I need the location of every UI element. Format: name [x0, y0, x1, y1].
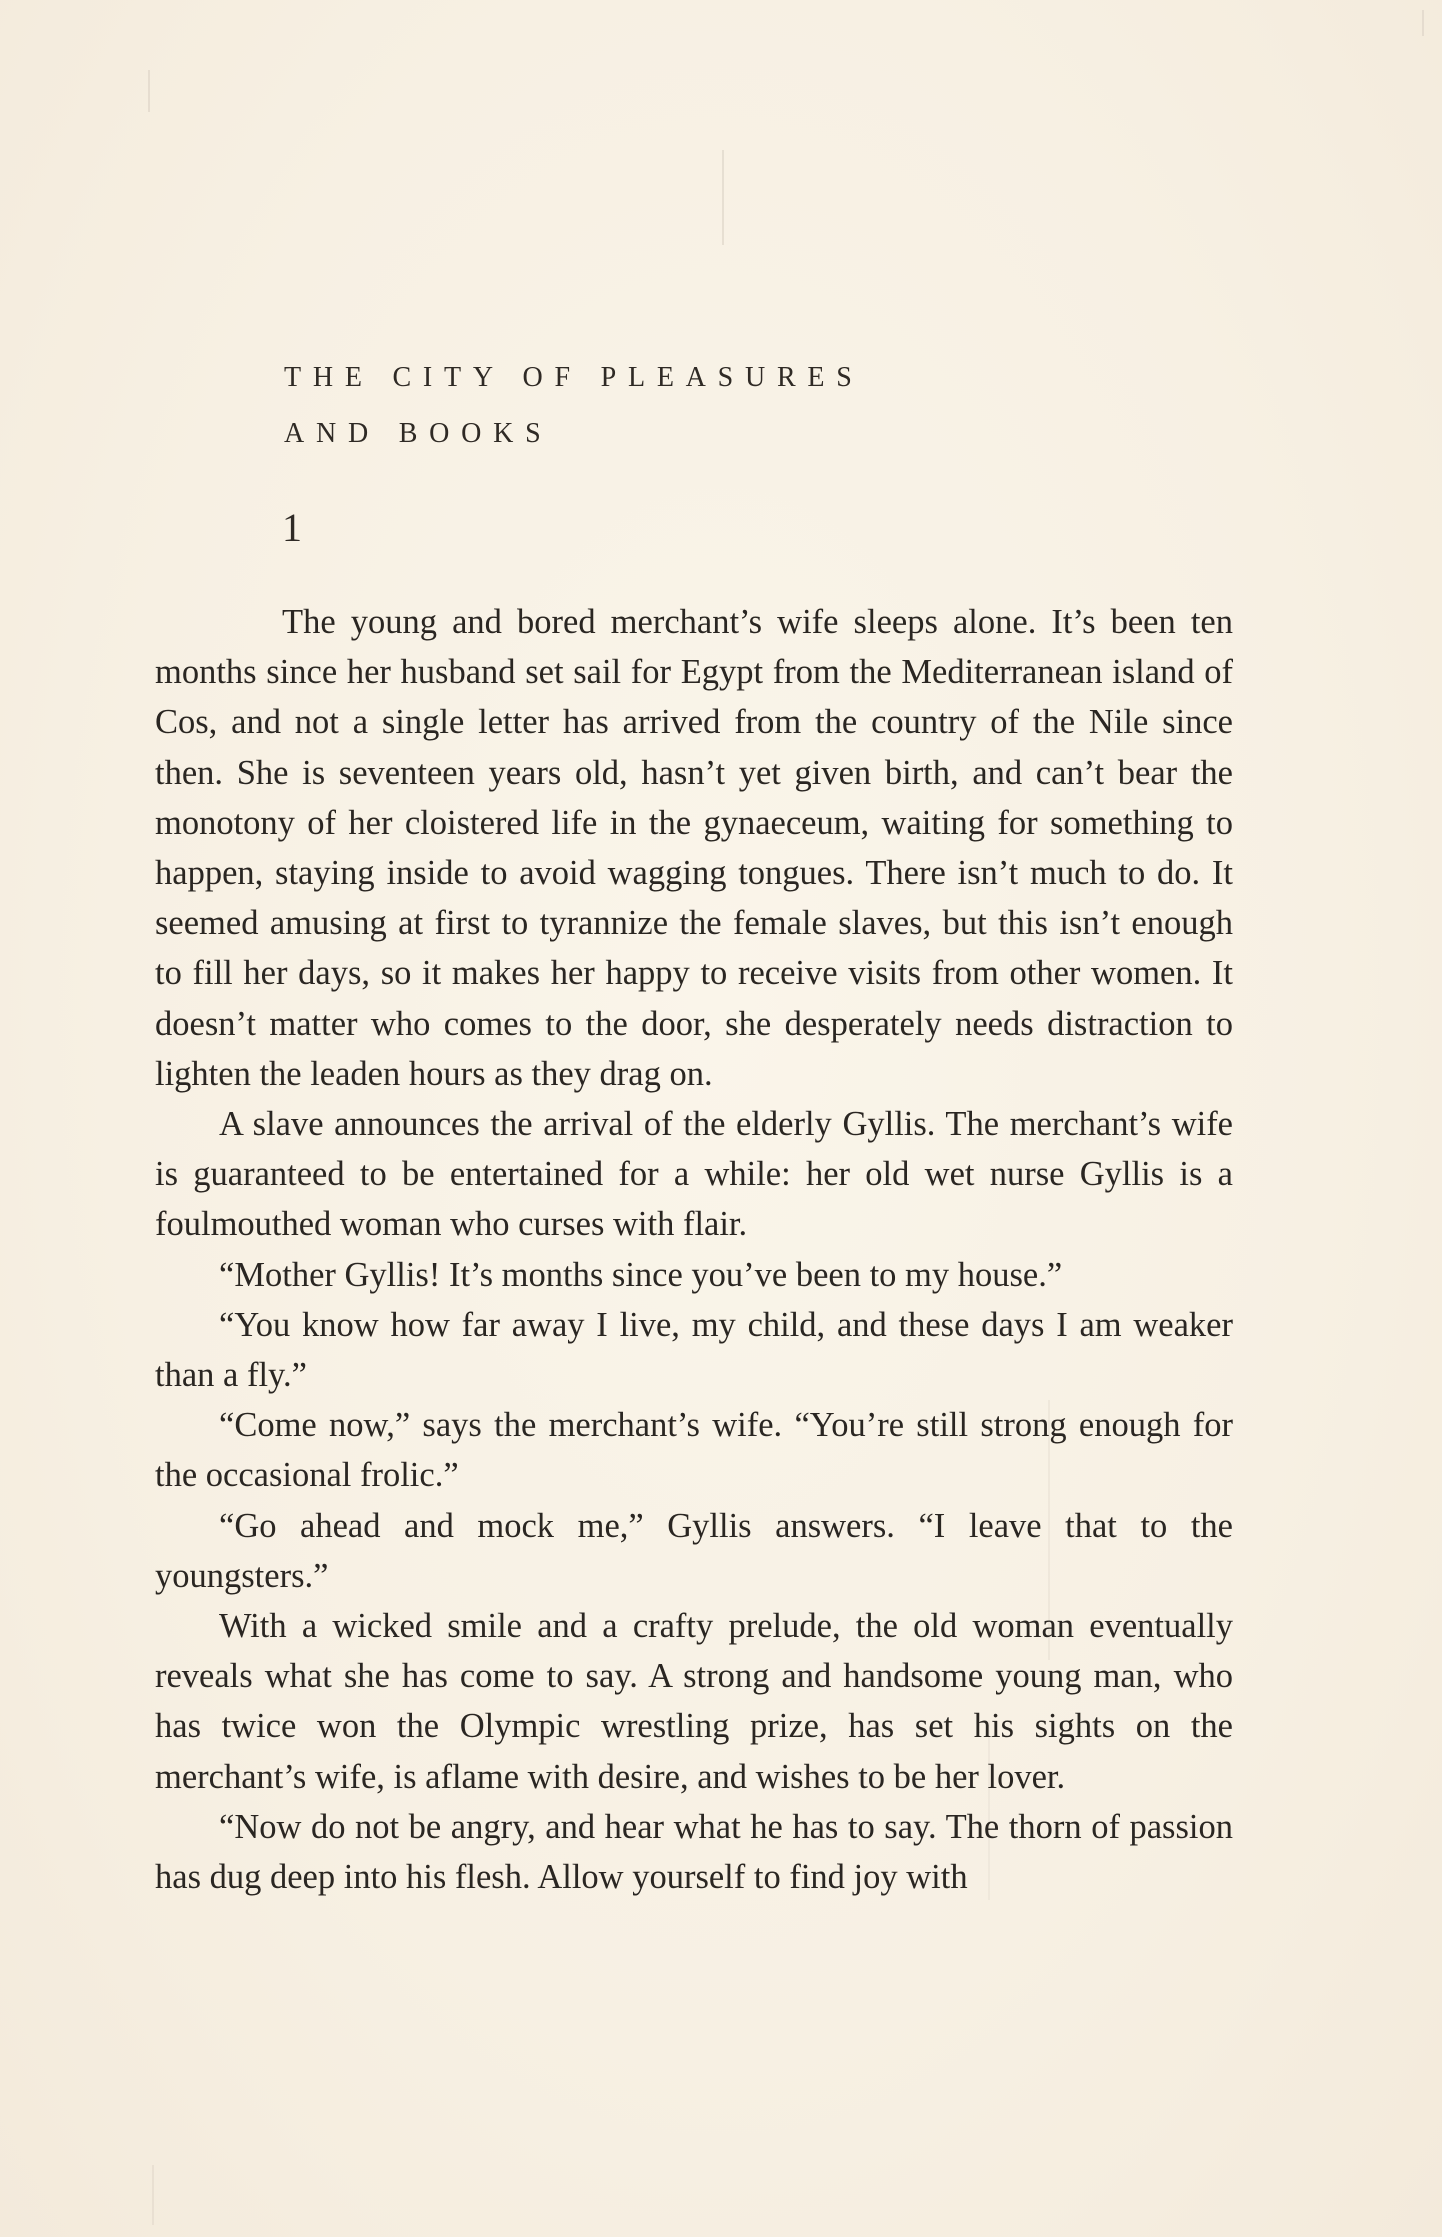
paragraph: The young and bored merchant’s wife sleeps alone. It’s been ten months since her husband set sail for Egypt from the Mediterranean island of Cos, and not a single letter has arrived from the country of the Nile since then. She is seventeen years old, hasn’t yet given birth, and can’t bear the monotony of her cloistered life in the gynaeceum, waiting for something to happen, staying inside to avoid wagging tongues. There isn’t much to do. It seemed amusing at first to tyrannize the female slaves, but this isn’t enough to fill her days, so it makes her happy to receive visits from other women. It doesn’t matter who comes to the door, she desperately needs distraction to lighten the leaden hours as they drag on.: [155, 603, 1233, 1093]
scan-mark: [722, 150, 724, 245]
paragraph: A slave announces the arrival of the elderly Gyllis. The merchant’s wife is guaranteed to be entertained for a while: her old wet nurse Gyllis is a foulmouthed woman who curses with flair.: [155, 1105, 1233, 1244]
scan-mark: [152, 2165, 154, 2225]
chapter-heading-line-1: THE CITY OF PLEASURES: [284, 362, 864, 393]
paragraph: With a wicked smile and a crafty prelude, the old woman eventually reveals what she has come to say. A strong and handsome young man, who has twice won the Olympic wrestling prize, has set his sights on the merchant’s wife, is aflame with desire, and wishes to be her lover.: [155, 1607, 1233, 1796]
chapter-heading-line-2: AND BOOKS: [284, 418, 553, 449]
paragraph: “Now do not be angry, and hear what he has to say. The thorn of passion has dug deep into his flesh. Allow yourself to find joy with: [155, 1807, 1233, 1897]
body-text: [155, 597, 1233, 1902]
paragraph: “Come now,” says the merchant’s wife. “You’re still strong enough for the occasional frolic.”: [155, 1406, 1233, 1495]
paragraph: “You know how far away I live, my child, and these days I am weaker than a fly.”: [155, 1305, 1233, 1395]
scan-mark: [1422, 10, 1424, 36]
chapter-number: 1: [282, 505, 302, 550]
chapter-heading: [284, 350, 1184, 462]
scan-mark: [148, 70, 150, 112]
paragraph: “Go ahead and mock me,” Gyllis answers. “I leave that to the youngsters.”: [155, 1506, 1233, 1595]
paragraph: “Mother Gyllis! It’s months since you’ve been to my house.”: [219, 1255, 1063, 1294]
